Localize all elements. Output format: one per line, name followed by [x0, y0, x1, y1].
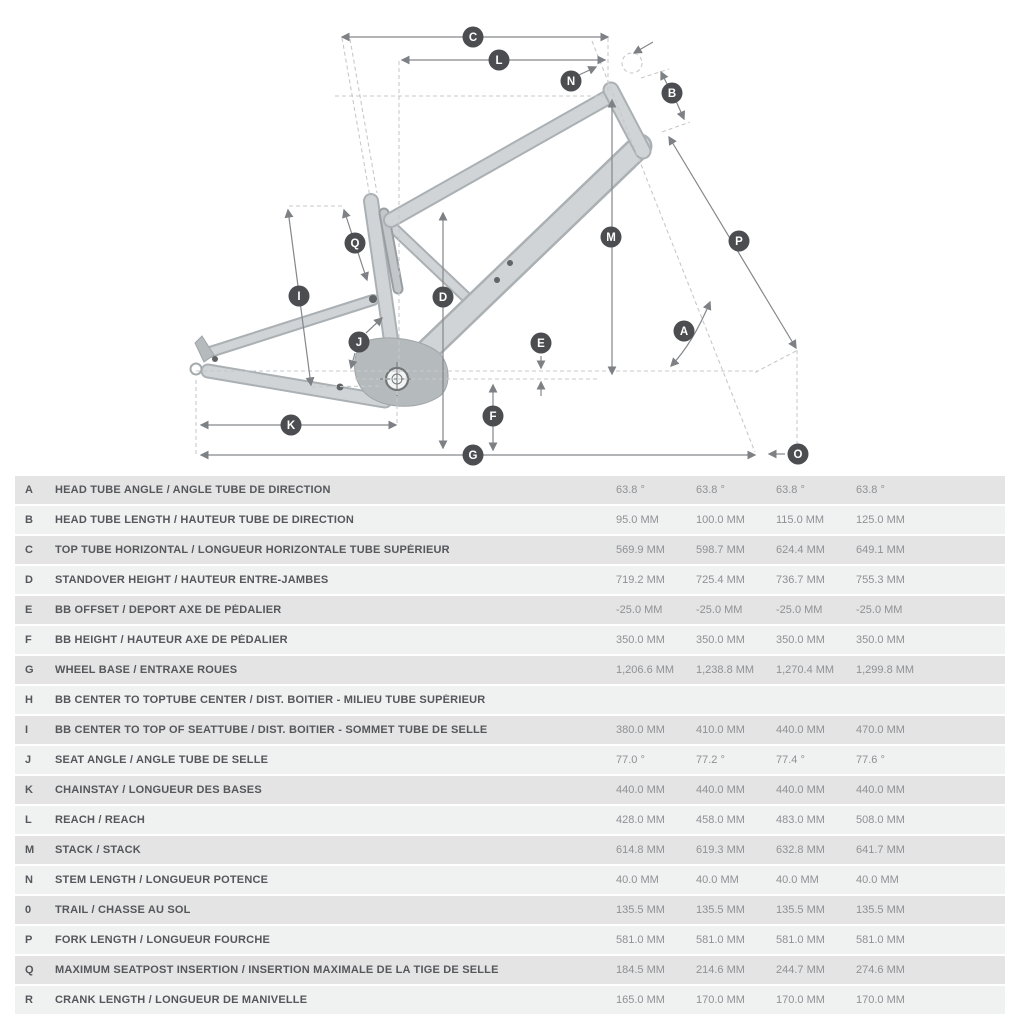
row-value: 170.0 MM — [776, 994, 825, 1006]
row-value: 77.4 ° — [776, 754, 805, 766]
table-row — [15, 656, 1005, 684]
row-label: HEAD TUBE ANGLE / ANGLE TUBE DE DIRECTION — [55, 484, 331, 496]
row-value: 632.8 MM — [776, 844, 825, 856]
row-label: MAXIMUM SEATPOST INSERTION / INSERTION MAXIMALE DE LA TIGE DE SELLE — [55, 964, 499, 976]
row-label: CRANK LENGTH / LONGUEUR DE MANIVELLE — [55, 994, 308, 1006]
table-row — [15, 776, 1005, 804]
badge-m — [601, 227, 622, 248]
table-row — [15, 716, 1005, 744]
badge-f-letter: F — [489, 411, 497, 423]
row-label: STEM LENGTH / LONGUEUR POTENCE — [55, 874, 269, 886]
row-value: 214.6 MM — [696, 964, 745, 976]
row-value: 470.0 MM — [856, 724, 905, 736]
row-label: STANDOVER HEIGHT / HAUTEUR ENTRE-JAMBES — [55, 574, 329, 586]
row-value: 350.0 MM — [616, 634, 665, 646]
row-value: 184.5 MM — [616, 964, 665, 976]
table-row — [15, 506, 1005, 534]
table-row — [15, 926, 1005, 954]
row-letter: A — [25, 484, 33, 496]
row-label: TOP TUBE HORIZONTAL / LONGUEUR HORIZONTALE TUBE SUPÉRIEUR — [55, 544, 450, 556]
row-value: 581.0 MM — [696, 934, 745, 946]
row-value: 77.2 ° — [696, 754, 725, 766]
row-letter: H — [25, 694, 33, 706]
row-value: 725.4 MM — [696, 574, 745, 586]
badge-c-letter: C — [468, 32, 478, 44]
row-value: 1,238.8 MM — [696, 664, 755, 676]
row-label: BB HEIGHT / HAUTEUR AXE DE PÉDALIER — [55, 634, 288, 646]
badge-l — [489, 50, 510, 71]
row-value: 641.7 MM — [856, 844, 905, 856]
row-label: WHEEL BASE / ENTRAXE ROUES — [55, 664, 238, 676]
row-value: 135.5 MM — [616, 904, 665, 916]
row-label: CHAINSTAY / LONGUEUR DES BASES — [55, 784, 262, 796]
dim-arrow-j-up — [366, 318, 382, 333]
row-value: 508.0 MM — [856, 814, 905, 826]
row-value: 428.0 MM — [616, 814, 665, 826]
row-value: 719.2 MM — [616, 574, 665, 586]
bike-geometry-diagram — [0, 0, 1020, 470]
row-letter: R — [25, 994, 33, 1006]
seatstay — [210, 300, 373, 352]
table-row — [15, 956, 1005, 984]
row-value: 440.0 MM — [776, 784, 825, 796]
badge-i — [289, 286, 310, 307]
row-value: 380.0 MM — [616, 724, 665, 736]
badge-o-letter: O — [793, 449, 803, 461]
row-letter: N — [25, 874, 33, 886]
row-value: 135.5 MM — [776, 904, 825, 916]
row-value: 581.0 MM — [616, 934, 665, 946]
badge-o — [788, 444, 809, 465]
row-letter: P — [25, 934, 33, 946]
row-letter: E — [25, 604, 33, 616]
row-value: 40.0 MM — [616, 874, 659, 886]
row-value: 135.5 MM — [696, 904, 745, 916]
row-value: 95.0 MM — [616, 514, 659, 526]
row-label: STACK / STACK — [55, 844, 141, 856]
badge-e-letter: E — [537, 338, 545, 350]
table-row — [15, 626, 1005, 654]
row-value: 170.0 MM — [696, 994, 745, 1006]
row-value: 440.0 MM — [856, 784, 905, 796]
row-value: 63.8 ° — [856, 484, 885, 496]
table-row — [15, 866, 1005, 894]
badge-a-letter: A — [679, 326, 689, 338]
row-letter: C — [25, 544, 33, 556]
badge-p — [729, 231, 750, 252]
row-value: 115.0 MM — [776, 514, 825, 526]
row-value: 1,270.4 MM — [776, 664, 835, 676]
row-letter: M — [25, 844, 35, 856]
row-value: 63.8 ° — [696, 484, 725, 496]
row-letter: L — [25, 814, 32, 826]
geometry-table — [15, 476, 1005, 1016]
badge-q — [345, 233, 366, 254]
row-value: 581.0 MM — [776, 934, 825, 946]
table-row — [15, 536, 1005, 564]
row-value: 135.5 MM — [856, 904, 905, 916]
row-value: 350.0 MM — [696, 634, 745, 646]
badge-n-letter: N — [566, 76, 576, 88]
row-value: 170.0 MM — [856, 994, 905, 1006]
row-label: BB CENTER TO TOPTUBE CENTER / DIST. BOITIER - MILIEU TUBE SUPÉRIEUR — [55, 694, 486, 706]
table-row — [15, 686, 1005, 714]
row-value: -25.0 MM — [696, 604, 743, 616]
row-letter: 0 — [25, 904, 32, 916]
badge-i-letter: I — [297, 291, 301, 303]
badge-f — [483, 406, 504, 427]
row-value: -25.0 MM — [856, 604, 903, 616]
row-value: 410.0 MM — [696, 724, 745, 736]
row-label: BB CENTER TO TOP OF SEATTUBE / DIST. BOITIER - SOMMET TUBE DE SELLE — [55, 724, 488, 736]
badge-k — [281, 415, 302, 436]
row-value: 40.0 MM — [856, 874, 899, 886]
row-value: 274.6 MM — [856, 964, 905, 976]
badge-l-letter: L — [495, 55, 503, 67]
dim-arrow-n — [579, 67, 596, 75]
badge-d-letter: D — [438, 292, 448, 304]
row-value: 483.0 MM — [776, 814, 825, 826]
row-value: 581.0 MM — [856, 934, 905, 946]
row-label: SEAT ANGLE / ANGLE TUBE DE SELLE — [55, 754, 269, 766]
badge-e — [531, 333, 552, 354]
badge-m-letter: M — [606, 232, 616, 244]
row-value: 40.0 MM — [776, 874, 819, 886]
badge-g — [463, 445, 484, 466]
badge-q-letter: Q — [350, 238, 360, 250]
handlebar-circle — [622, 53, 642, 73]
badge-n — [561, 71, 582, 92]
row-value: 1,206.6 MM — [616, 664, 675, 676]
row-letter: J — [25, 754, 32, 766]
table-row — [15, 476, 1005, 504]
row-letter: D — [25, 574, 33, 586]
row-label: FORK LENGTH / LONGUEUR FOURCHE — [55, 934, 270, 946]
row-label: HEAD TUBE LENGTH / HAUTEUR TUBE DE DIRECTION — [55, 514, 355, 526]
row-value: 614.8 MM — [616, 844, 665, 856]
table-row — [15, 596, 1005, 624]
row-letter: K — [25, 784, 33, 796]
badge-k-letter: K — [286, 420, 296, 432]
row-letter: I — [25, 724, 29, 736]
row-value: -25.0 MM — [616, 604, 663, 616]
badge-b-letter: B — [667, 88, 677, 100]
row-value: 1,299.8 MM — [856, 664, 915, 676]
row-value: -25.0 MM — [776, 604, 823, 616]
row-letter: G — [25, 664, 34, 676]
table-row — [15, 986, 1005, 1014]
badge-d — [433, 287, 454, 308]
table-row — [15, 896, 1005, 924]
dim-arrow-b-bottom — [676, 101, 684, 119]
geometry-svg — [0, 0, 1020, 470]
dim-arrow-stem — [634, 42, 653, 53]
table-row — [15, 566, 1005, 594]
row-label: REACH / REACH — [55, 814, 145, 826]
badge-c — [463, 27, 484, 48]
row-value: 440.0 MM — [616, 784, 665, 796]
row-label: TRAIL / CHASSE AU SOL — [55, 904, 191, 916]
row-value: 77.6 ° — [856, 754, 885, 766]
row-value: 350.0 MM — [856, 634, 905, 646]
row-value: 63.8 ° — [616, 484, 645, 496]
row-value: 619.3 MM — [696, 844, 745, 856]
row-letter: F — [25, 634, 32, 646]
badge-p-letter: P — [735, 236, 743, 248]
row-letter: Q — [25, 964, 34, 976]
row-value: 624.4 MM — [776, 544, 825, 556]
row-value: 598.7 MM — [696, 544, 745, 556]
table-row — [15, 746, 1005, 774]
table-row — [15, 806, 1005, 834]
row-value: 569.9 MM — [616, 544, 665, 556]
row-value: 63.8 ° — [776, 484, 805, 496]
row-value: 440.0 MM — [696, 784, 745, 796]
row-value: 736.7 MM — [776, 574, 825, 586]
table-row — [15, 836, 1005, 864]
row-value: 77.0 ° — [616, 754, 645, 766]
row-value: 649.1 MM — [856, 544, 905, 556]
row-value: 350.0 MM — [776, 634, 825, 646]
row-value: 125.0 MM — [856, 514, 905, 526]
badge-b — [662, 83, 683, 104]
row-value: 244.7 MM — [776, 964, 825, 976]
row-value: 458.0 MM — [696, 814, 745, 826]
badge-j-letter: J — [355, 337, 363, 349]
row-value: 755.3 MM — [856, 574, 905, 586]
row-value: 165.0 MM — [616, 994, 665, 1006]
badge-j — [349, 332, 370, 353]
row-value: 440.0 MM — [776, 724, 825, 736]
row-label: BB OFFSET / DEPORT AXE DE PÉDALIER — [55, 604, 282, 616]
row-letter: B — [25, 514, 33, 526]
bike-frame — [191, 90, 644, 406]
badge-g-letter: G — [468, 450, 478, 462]
badge-a — [674, 321, 695, 342]
row-value: 100.0 MM — [696, 514, 745, 526]
row-value: 40.0 MM — [696, 874, 739, 886]
